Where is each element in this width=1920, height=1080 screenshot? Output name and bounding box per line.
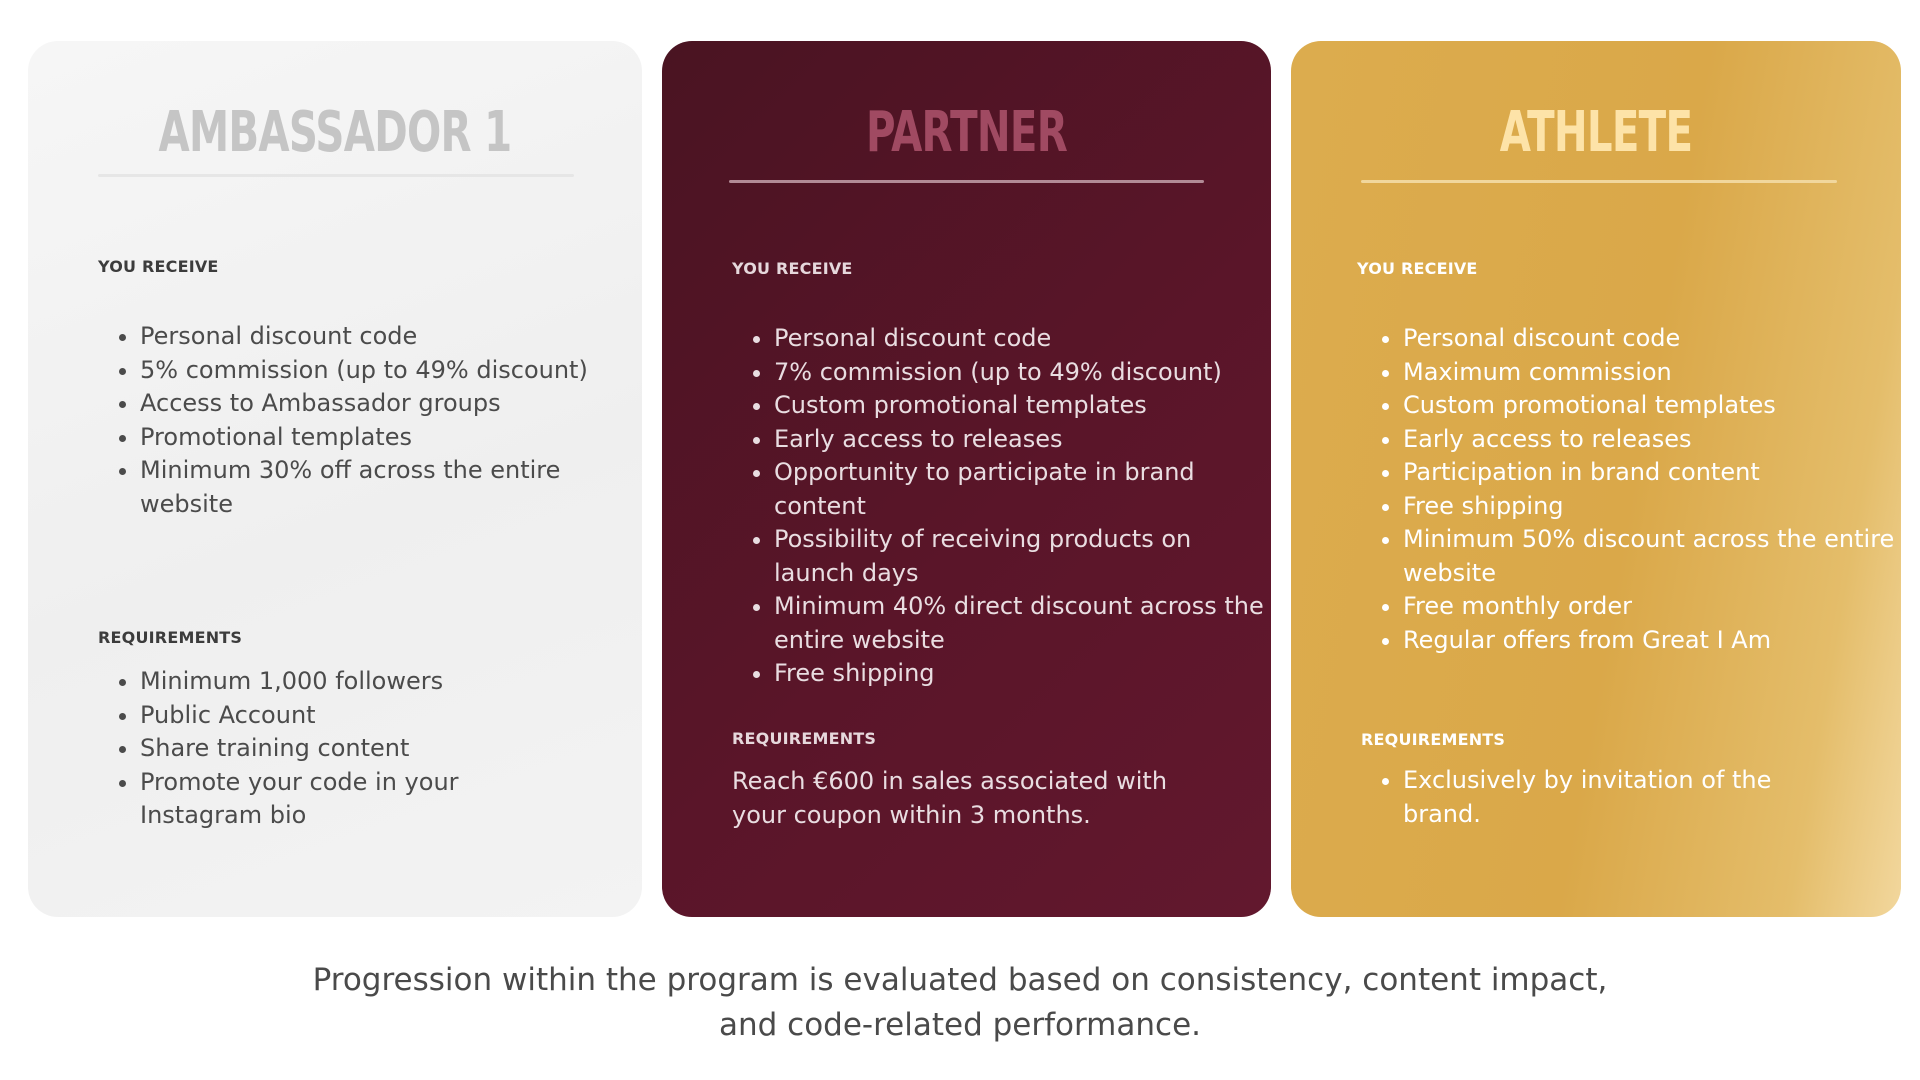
list-item: • Regular offers from Great I Am [1403, 624, 1901, 658]
receive-list [98, 320, 642, 521]
receive-list [732, 322, 1271, 691]
list-item: • Minimum 30% off across the entire website [140, 454, 642, 521]
list-item: • Personal discount code [1403, 322, 1901, 356]
list-item: • Opportunity to participate in brand content [774, 456, 1271, 523]
list-item: • Free monthly order [1403, 590, 1901, 624]
footer-line-1: Progression within the program is evaluated based on consistency, content impact, [312, 962, 1608, 998]
tier-title: ATHLETE [1499, 100, 1693, 165]
requirements-list [1361, 764, 1843, 831]
you-receive-label: YOU RECEIVE [98, 257, 219, 276]
requirements-label: REQUIREMENTS [98, 628, 243, 647]
list-item: • Promotional templates [140, 421, 642, 455]
list-item: • Free shipping [774, 657, 1271, 691]
list-item: • Exclusively by invitation of the brand. [1403, 764, 1843, 831]
footer-line-2: and code-related performance. [718, 1007, 1201, 1043]
requirements-label: REQUIREMENTS [1361, 730, 1506, 749]
requirements-text: Reach €600 in sales associated with your coupon within 3 months. [732, 767, 1168, 829]
receive-list [1361, 322, 1901, 657]
list-item: • Early access to releases [1403, 423, 1901, 457]
list-item: • 5% commission (up to 49% discount) [140, 354, 642, 388]
requirements-label: REQUIREMENTS [732, 729, 877, 748]
tier-title: AMBASSADOR 1 [158, 100, 512, 165]
tier-card-athlete [1291, 41, 1901, 917]
list-item: • Public Account [140, 699, 560, 733]
list-item: • Free shipping [1403, 490, 1901, 524]
tier-card-partner [662, 41, 1271, 917]
list-item: • Minimum 50% discount across the entire website [1403, 523, 1901, 590]
list-item: • Custom promotional templates [774, 389, 1271, 423]
list-item: • 7% commission (up to 49% discount) [774, 356, 1271, 390]
requirements-list [98, 665, 560, 833]
list-item: • Maximum commission [1403, 356, 1901, 390]
title-divider [729, 180, 1204, 183]
title-divider [98, 174, 574, 177]
list-item: • Access to Ambassador groups [140, 387, 642, 421]
list-item: • Promote your code in your Instagram bio [140, 766, 560, 833]
list-item: • Early access to releases [774, 423, 1271, 457]
list-item: • Personal discount code [774, 322, 1271, 356]
list-item: • Share training content [140, 732, 560, 766]
tier-card-ambassador [28, 41, 642, 917]
list-item: • Custom promotional templates [1403, 389, 1901, 423]
tier-title: PARTNER [865, 100, 1068, 165]
list-item: • Personal discount code [140, 320, 642, 354]
title-divider [1361, 180, 1837, 183]
list-item: • Possibility of receiving products on launch days [774, 523, 1271, 590]
list-item: • Minimum 40% direct discount across the entire website [774, 590, 1271, 657]
you-receive-label: YOU RECEIVE [732, 259, 853, 278]
list-item: • Minimum 1,000 followers [140, 665, 560, 699]
footer-note [0, 958, 1920, 1048]
list-item: • Participation in brand content [1403, 456, 1901, 490]
you-receive-label: YOU RECEIVE [1357, 259, 1478, 278]
